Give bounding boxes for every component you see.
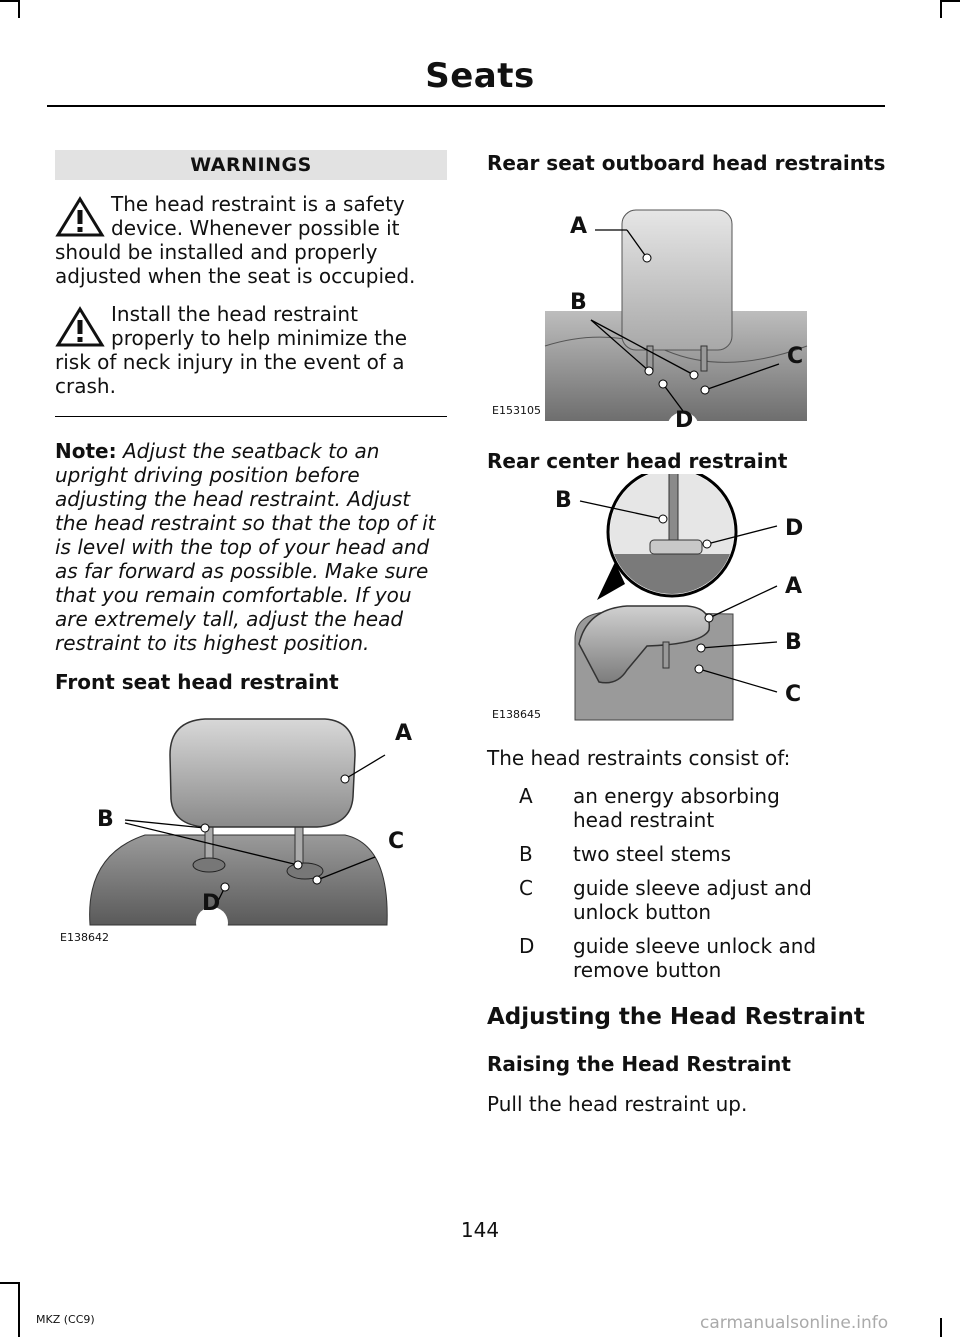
right-column bbox=[487, 150, 887, 1116]
warnings-divider bbox=[55, 416, 447, 417]
callout-d: D bbox=[202, 891, 221, 916]
item-text: guide sleeve adjust and unlock button bbox=[573, 876, 812, 924]
item-letter: A bbox=[519, 784, 533, 808]
figure-code: E138645 bbox=[492, 708, 541, 721]
callout-b: B bbox=[97, 807, 114, 832]
consist-intro: The head restraints consist of: bbox=[487, 746, 791, 770]
callout-d: D bbox=[785, 516, 804, 541]
callout-b: B bbox=[555, 488, 572, 513]
header-rule bbox=[47, 105, 885, 107]
page-number: 144 bbox=[460, 1218, 500, 1242]
note-text: Adjust the seatback to an upright driving position before adjusting the head restraint. Adjust the head restraint so that the top of it is level with the top of your head and as far forward as possible. Make sure that you remain comfortable. If you are extremely tall, adjust the head restraint to its highest position. bbox=[55, 439, 436, 655]
subsection-heading: Raising the Head Restraint bbox=[487, 1052, 791, 1076]
callout-a: A bbox=[785, 574, 803, 599]
left-column bbox=[55, 150, 447, 957]
item-text: guide sleeve unlock and remove button bbox=[573, 934, 817, 982]
crop-mark bbox=[0, 0, 18, 2]
note-paragraph bbox=[55, 439, 447, 655]
rear-center-illustration bbox=[487, 474, 887, 726]
rear-center-figure bbox=[487, 474, 887, 726]
item-text: two steel stems bbox=[573, 842, 732, 866]
warning-triangle-icon bbox=[55, 196, 105, 238]
front-seat-figure bbox=[55, 695, 447, 957]
rear-outboard-figure bbox=[487, 176, 887, 433]
figure-code: E138642 bbox=[60, 931, 109, 944]
warning-item bbox=[55, 302, 447, 398]
callout-a: A bbox=[570, 214, 588, 239]
watermark: carmanualsonline.info bbox=[700, 1313, 889, 1333]
item-letter: B bbox=[519, 842, 533, 866]
list-item bbox=[487, 876, 887, 924]
instruction-text: Pull the head restraint up. bbox=[487, 1092, 748, 1116]
callout-c: C bbox=[388, 829, 405, 854]
callout-b: B bbox=[570, 290, 587, 315]
note-label: Note: bbox=[55, 439, 117, 463]
crop-mark bbox=[942, 0, 960, 2]
page-title: Seats bbox=[425, 56, 535, 96]
rear-outboard-heading: Rear seat outboard head restraints bbox=[487, 151, 886, 175]
warning-triangle-icon bbox=[55, 306, 105, 348]
list-item bbox=[487, 842, 887, 866]
crop-mark bbox=[18, 0, 20, 18]
crop-mark bbox=[940, 1318, 942, 1337]
crop-mark bbox=[18, 1282, 20, 1337]
callout-a: A bbox=[395, 721, 413, 746]
rear-outboard-illustration bbox=[487, 176, 887, 428]
item-letter: D bbox=[519, 934, 535, 958]
crop-mark bbox=[0, 1282, 18, 1284]
callout-c: C bbox=[787, 344, 804, 369]
crop-mark bbox=[940, 0, 942, 18]
callout-b: B bbox=[785, 630, 802, 655]
parts-list bbox=[487, 784, 887, 982]
figure-code: E153105 bbox=[492, 404, 541, 417]
front-seat-heading: Front seat head restraint bbox=[55, 670, 339, 694]
model-code: MKZ (CC9) bbox=[36, 1313, 95, 1326]
item-text: an energy absorbing head restraint bbox=[573, 784, 780, 832]
section-heading: Adjusting the Head Restraint bbox=[487, 1004, 865, 1030]
item-letter: C bbox=[519, 876, 533, 900]
rear-center-heading: Rear center head restraint bbox=[487, 449, 788, 473]
list-item bbox=[487, 934, 887, 982]
warning-item bbox=[55, 192, 447, 288]
list-item bbox=[487, 784, 887, 832]
warning-text: Install the head restraint properly to help minimize the risk of neck injury in the event of a crash. bbox=[55, 302, 408, 398]
warnings-heading: WARNINGS bbox=[55, 150, 447, 180]
callout-c: C bbox=[785, 682, 802, 707]
warning-text: The head restraint is a safety device. Whenever possible it should be installed and properly adjusted when the seat is occupied. bbox=[55, 192, 416, 288]
callout-d: D bbox=[675, 408, 694, 433]
front-head-restraint-illustration bbox=[55, 695, 447, 957]
